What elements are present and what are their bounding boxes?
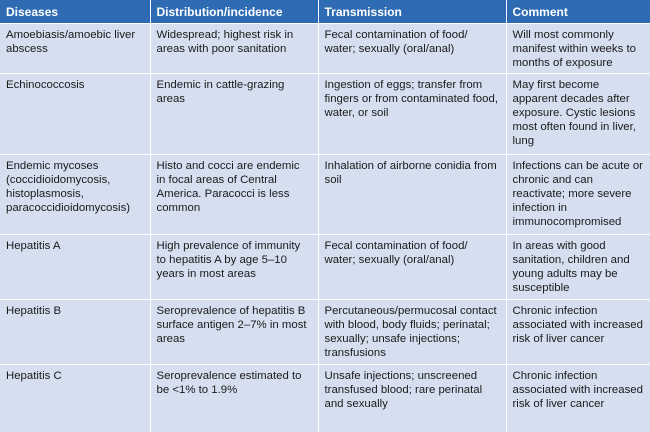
cell-disease: Hepatitis B <box>0 300 150 365</box>
column-header-comment: Comment <box>506 0 650 24</box>
cell-comment: In areas with good sanitation, children and young adults may be susceptible <box>506 235 650 300</box>
column-header-transmission: Transmission <box>318 0 506 24</box>
cell-distribution: Seroprevalence of hepatitis B surface antigen 2–7% in most areas <box>150 300 318 365</box>
cell-transmission: Unsafe injections; unscreened transfused blood; rare perinatal and sexually <box>318 365 506 432</box>
table-row <box>0 155 650 235</box>
table-row <box>0 365 650 432</box>
cell-disease: Hepatitis C <box>0 365 150 432</box>
cell-comment: Infections can be acute or chronic and can reactivate; more severe infection in immunocompromised <box>506 155 650 235</box>
column-header-distribution: Distribution/incidence <box>150 0 318 24</box>
table-header-row <box>0 0 650 24</box>
cell-disease: Echinococcosis <box>0 74 150 155</box>
cell-distribution: Widespread; highest risk in areas with poor sanitation <box>150 24 318 74</box>
cell-comment: Chronic infection associated with increased risk of liver cancer <box>506 300 650 365</box>
cell-transmission: Ingestion of eggs; transfer from fingers or from contaminated food, water, or soil <box>318 74 506 155</box>
cell-disease: Endemic mycoses (coccidioidomycosis, histoplasmosis, paracoccidioidomycosis) <box>0 155 150 235</box>
cell-comment: Chronic infection associated with increased risk of liver cancer <box>506 365 650 432</box>
cell-disease: Amoebiasis/amoebic liver abscess <box>0 24 150 74</box>
cell-transmission: Fecal contamination of food/ water; sexually (oral/anal) <box>318 235 506 300</box>
cell-distribution: Histo and cocci are endemic in focal areas of Central America. Paracocci is less common <box>150 155 318 235</box>
cell-distribution: Endemic in cattle-grazing areas <box>150 74 318 155</box>
cell-comment: Will most commonly manifest within weeks to months of exposure <box>506 24 650 74</box>
cell-disease: Hepatitis A <box>0 235 150 300</box>
cell-transmission: Fecal contamination of food/ water; sexually (oral/anal) <box>318 24 506 74</box>
column-header-diseases: Diseases <box>0 0 150 24</box>
cell-distribution: Seroprevalence estimated to be <1% to 1.9% <box>150 365 318 432</box>
table-row <box>0 300 650 365</box>
table-row <box>0 235 650 300</box>
table-row <box>0 24 650 74</box>
cell-distribution: High prevalence of immunity to hepatitis A by age 5–10 years in most areas <box>150 235 318 300</box>
cell-transmission: Inhalation of airborne conidia from soil <box>318 155 506 235</box>
cell-transmission: Percutaneous/permucosal contact with blood, body fluids; perinatal; sexually; unsafe injections; transfusions <box>318 300 506 365</box>
cell-comment: May first become apparent decades after exposure. Cystic lesions most often found in liver, lung <box>506 74 650 155</box>
table-row <box>0 74 650 155</box>
